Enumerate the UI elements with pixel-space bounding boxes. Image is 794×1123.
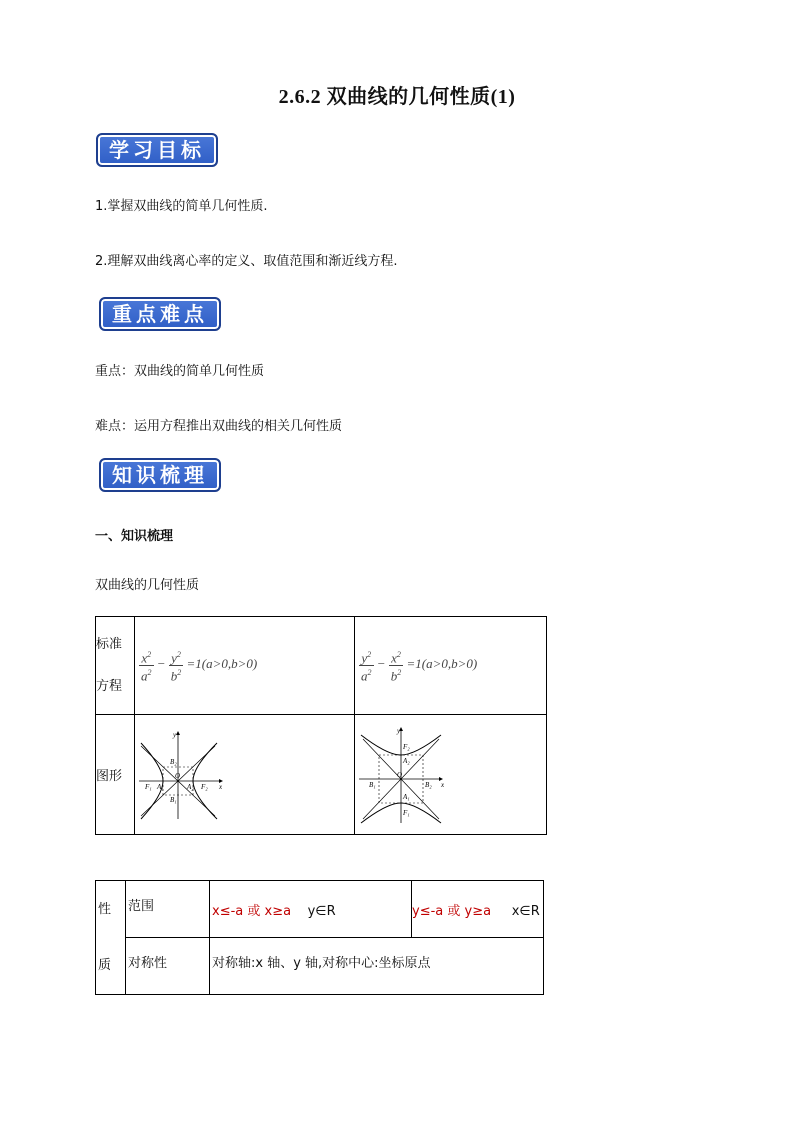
point-a2-label: A₂ — [187, 782, 194, 791]
properties-table-range — [95, 880, 544, 995]
page-title: 2.6.2 双曲线的几何性质(1) — [278, 86, 516, 108]
point-b1-label: B₁ — [170, 795, 177, 804]
section-badge-key: 重点难点 — [99, 297, 221, 331]
range-vertical: y≤-a 或 y≥a x∈R — [412, 881, 544, 938]
point-a2-label: A₂ — [403, 756, 410, 765]
section-badge-goals: 学习目标 — [96, 133, 218, 167]
point-a1-label: A₁ — [403, 792, 410, 801]
goal-item-2: 2.理解双曲线离心率的定义、取值范围和渐近线方程. — [95, 254, 398, 269]
axis-x-label: x — [219, 782, 223, 791]
equation-vertical: $\frac{y^2}{a^2}$ − $\frac{x^2}{b^2}$ =1(a>0,b>0) — [355, 617, 547, 715]
label-range: 范围 — [126, 881, 210, 938]
point-f2-label: F₂ — [201, 782, 208, 791]
point-b1-label: B₁ — [369, 780, 376, 789]
focus-text: 重点：双曲线的简单几何性质 — [95, 364, 265, 379]
goal-item-1: 1.掌握双曲线的简单几何性质. — [95, 199, 268, 214]
point-f1-label: F₁ — [403, 808, 410, 817]
axis-y-label: y — [173, 730, 177, 739]
axis-y-label: y — [397, 726, 401, 735]
origin-label: O — [175, 771, 181, 780]
label-property: 性 质 — [96, 881, 126, 995]
point-b2-label: B₂ — [170, 757, 177, 766]
section-badge-knowledge: 知识梳理 — [99, 458, 221, 492]
range-horizontal: x≤-a 或 x≥a y∈R — [210, 881, 412, 938]
label-standard-equation: 标准 方程 — [96, 617, 135, 715]
hyperbola-vertical-figure — [357, 725, 449, 825]
knowledge-sub: 双曲线的几何性质 — [95, 578, 200, 593]
graph-horizontal — [135, 715, 355, 835]
point-a1-label: A₁ — [157, 782, 164, 791]
properties-table-equations — [95, 616, 547, 835]
hyperbola-horizontal-figure — [137, 729, 227, 821]
symmetry-value: 对称轴:x 轴、y 轴,对称中心:坐标原点 — [210, 938, 544, 995]
label-graph: 图形 — [96, 715, 135, 835]
equation-horizontal: $\frac{x^2}{a^2}$ − $\frac{y^2}{b^2}$ =1(a>0,b>0) — [135, 617, 355, 715]
point-f2-label: F₂ — [403, 742, 410, 751]
difficulty-text: 难点：运用方程推出双曲线的相关几何性质 — [95, 419, 343, 434]
point-f1-label: F₁ — [145, 782, 152, 791]
axis-x-label: x — [441, 780, 445, 789]
knowledge-heading: 一、知识梳理 — [95, 529, 174, 544]
graph-vertical — [355, 715, 547, 835]
origin-label: O — [397, 770, 403, 779]
point-b2-label: B₂ — [425, 780, 432, 789]
label-symmetry: 对称性 — [126, 938, 210, 995]
